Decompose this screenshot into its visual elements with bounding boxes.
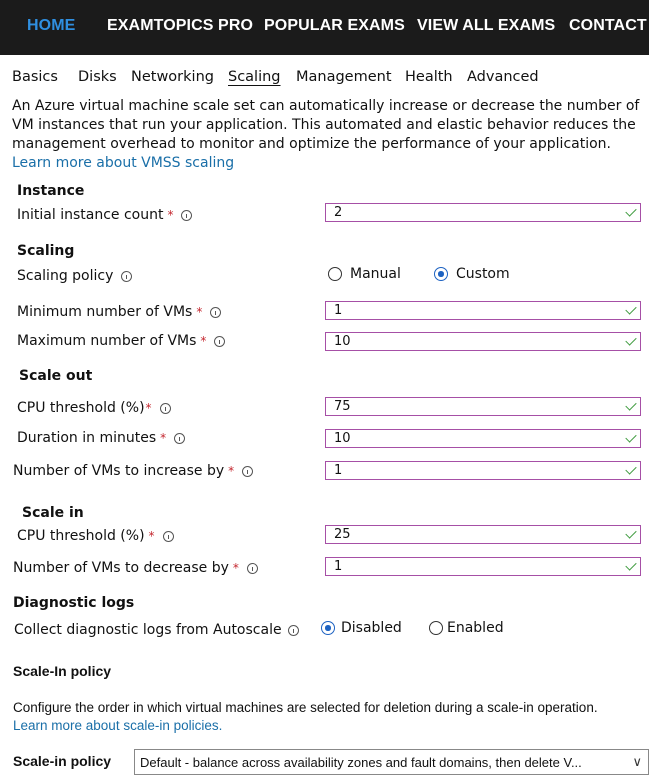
tab-advanced[interactable]: Advanced xyxy=(467,69,539,85)
tab-management[interactable]: Management xyxy=(296,69,392,85)
field-value: 2 xyxy=(334,205,343,220)
check-icon xyxy=(625,399,636,410)
radio-label: Enabled xyxy=(447,620,504,636)
radio-label: Manual xyxy=(350,266,401,282)
intro-paragraph xyxy=(12,97,642,173)
initial-instance-count-label xyxy=(17,207,192,223)
radio-label: Custom xyxy=(456,266,510,282)
duration-label xyxy=(17,430,185,446)
scale-in-cpu-input[interactable] xyxy=(325,525,641,544)
tab-health[interactable]: Health xyxy=(405,69,453,85)
nav-examtopics-pro[interactable]: EXAMTOPICS PRO xyxy=(107,17,254,34)
tab-networking[interactable]: Networking xyxy=(131,69,214,85)
label-text: Scaling policy xyxy=(17,268,114,284)
check-icon xyxy=(625,463,636,474)
section-scaling: Scaling xyxy=(17,243,75,259)
info-icon[interactable] xyxy=(174,433,185,444)
max-vms-input[interactable] xyxy=(325,332,641,351)
radio-disabled[interactable] xyxy=(321,620,402,636)
field-value: 75 xyxy=(334,399,351,414)
field-value: 25 xyxy=(334,527,351,542)
select-value: Default - balance across availability zones and fault domains, then delete V... xyxy=(140,755,582,770)
nav-popular-exams[interactable]: POPULAR EXAMS xyxy=(264,17,405,34)
required-star: * xyxy=(145,401,152,415)
max-vms-label xyxy=(17,333,225,349)
label-text: CPU threshold (%) xyxy=(17,400,145,416)
initial-instance-count-input[interactable] xyxy=(325,203,641,222)
radio-circle xyxy=(429,621,443,635)
section-scale-in: Scale in xyxy=(22,505,84,521)
duration-input[interactable] xyxy=(325,429,641,448)
scaling-policy-label xyxy=(17,268,132,284)
chevron-down-icon: ∨ xyxy=(632,754,642,769)
label-text: Maximum number of VMs xyxy=(17,333,197,349)
info-icon[interactable] xyxy=(163,531,174,542)
nav-home[interactable]: HOME xyxy=(27,17,76,34)
info-icon[interactable] xyxy=(160,403,171,414)
required-star: * xyxy=(148,529,155,543)
tab-scaling[interactable]: Scaling xyxy=(228,69,281,85)
required-star: * xyxy=(160,431,167,445)
check-icon xyxy=(625,527,636,538)
field-value: 1 xyxy=(334,559,343,574)
label-text: Minimum number of VMs xyxy=(17,304,193,320)
scale-out-cpu-label xyxy=(17,400,171,416)
intro-text: An Azure virtual machine scale set can automatically increase or decrease the number of VM instances that run your application. This automated and elastic behavior reduces the management overhead to monitor and optimize the performance of your application. xyxy=(12,98,640,152)
field-value: 10 xyxy=(334,334,351,349)
info-icon[interactable] xyxy=(288,625,299,636)
required-star: * xyxy=(228,464,235,478)
radio-circle xyxy=(434,267,448,281)
section-scale-in-policy: Scale-In policy xyxy=(13,663,112,679)
required-star: * xyxy=(167,208,174,222)
check-icon xyxy=(625,303,636,314)
check-icon xyxy=(625,431,636,442)
scale-in-cpu-label xyxy=(17,528,174,544)
info-icon[interactable] xyxy=(247,563,258,574)
top-navigation xyxy=(0,0,649,55)
check-icon xyxy=(625,559,636,570)
scale-in-policy-select[interactable] xyxy=(134,749,649,775)
decrease-by-label xyxy=(13,560,258,576)
increase-by-label xyxy=(13,463,253,479)
tab-basics[interactable]: Basics xyxy=(12,69,58,85)
info-icon[interactable] xyxy=(214,336,225,347)
field-value: 1 xyxy=(334,303,343,318)
min-vms-label xyxy=(17,304,221,320)
label-text: Collect diagnostic logs from Autoscale xyxy=(14,622,282,638)
increase-by-input[interactable] xyxy=(325,461,641,480)
radio-circle xyxy=(328,267,342,281)
check-icon xyxy=(625,334,636,345)
label-text: Duration in minutes xyxy=(17,430,157,446)
learn-more-scale-in-link[interactable]: Learn more about scale-in policies. xyxy=(13,718,223,733)
section-scale-out: Scale out xyxy=(19,368,93,384)
radio-label: Disabled xyxy=(341,620,402,636)
scale-out-cpu-input[interactable] xyxy=(325,397,641,416)
info-icon[interactable] xyxy=(181,210,192,221)
radio-manual[interactable] xyxy=(328,266,401,282)
min-vms-input[interactable] xyxy=(325,301,641,320)
nav-contact[interactable]: CONTACT xyxy=(569,17,647,34)
learn-more-vmss-link[interactable]: Learn more about VMSS scaling xyxy=(12,155,235,171)
label-text: Number of VMs to increase by xyxy=(13,463,225,479)
label-text: Initial instance count xyxy=(17,207,164,223)
check-icon xyxy=(625,205,636,216)
required-star: * xyxy=(200,334,207,348)
label-text: Number of VMs to decrease by xyxy=(13,560,229,576)
info-icon[interactable] xyxy=(210,307,221,318)
section-instance: Instance xyxy=(17,183,85,199)
scale-in-policy-label: Scale-in policy xyxy=(13,753,112,769)
radio-custom[interactable] xyxy=(434,266,510,282)
label-text: CPU threshold (%) xyxy=(17,528,145,544)
field-value: 1 xyxy=(334,463,343,478)
section-diagnostic-logs: Diagnostic logs xyxy=(13,595,135,611)
nav-view-all-exams[interactable]: VIEW ALL EXAMS xyxy=(417,17,556,34)
decrease-by-input[interactable] xyxy=(325,557,641,576)
tab-disks[interactable]: Disks xyxy=(78,69,117,85)
field-value: 10 xyxy=(334,431,351,446)
radio-enabled[interactable] xyxy=(429,620,504,636)
radio-circle xyxy=(321,621,335,635)
required-star: * xyxy=(232,561,239,575)
required-star: * xyxy=(196,305,203,319)
collect-diagnostics-label xyxy=(14,622,299,638)
info-icon[interactable] xyxy=(121,271,132,282)
scale-in-policy-description: Configure the order in which virtual machines are selected for deletion during a scale-in operation. xyxy=(13,700,598,715)
info-icon[interactable] xyxy=(242,466,253,477)
